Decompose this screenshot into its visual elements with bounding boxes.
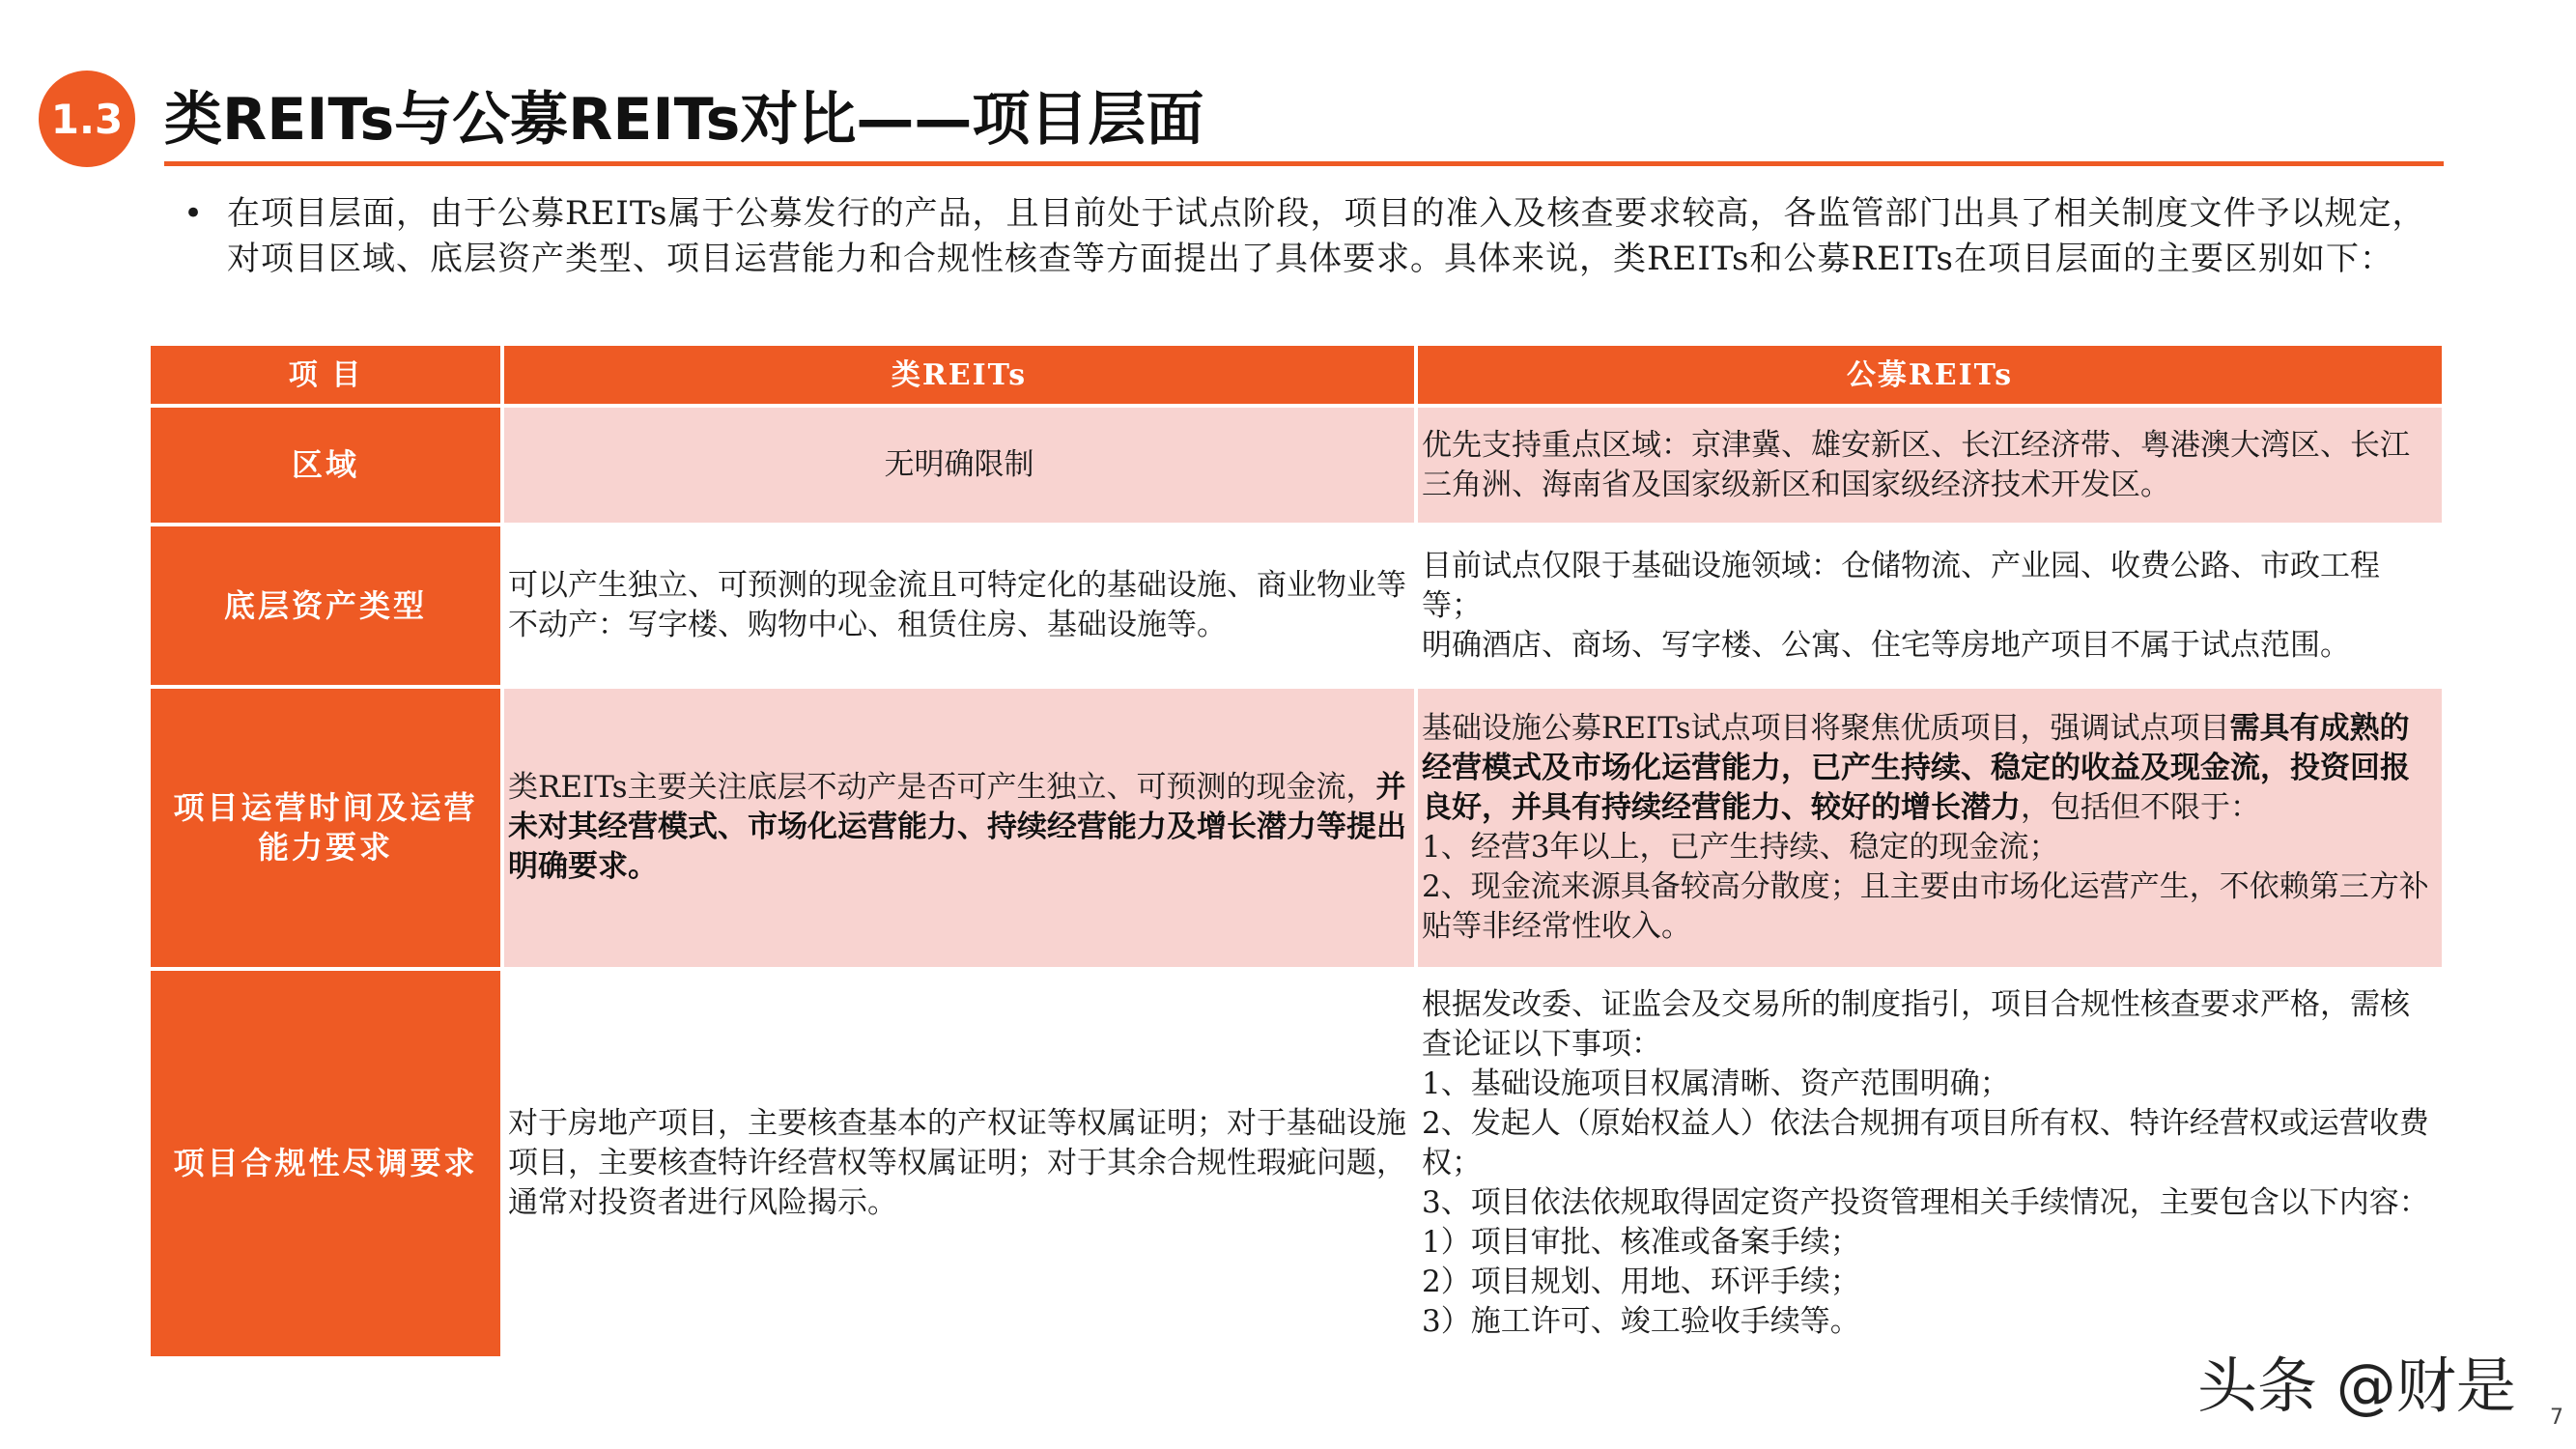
cell-public-operation [1416, 687, 2444, 969]
cell-line: 优先支持重点区域：京津冀、雄安新区、长江经济带、粤港澳大湾区、长江三角洲、海南省及国家级新区和国家级经济技术开发区。 [1422, 427, 2410, 502]
title-underline [164, 161, 2444, 166]
table-row-compliance [149, 969, 2444, 1358]
table-header-row [149, 344, 2444, 406]
cell-line: 2、现金流来源具备较高分散度；且主要由市场化运营产生，不依赖第三方补贴等非经常性收入。 [1422, 868, 2429, 944]
table-row-operation [149, 687, 2444, 969]
row-label-asset-type: 底层资产类型 [149, 525, 502, 686]
cell-line: 目前试点仅限于基础设施领域：仓储物流、产业园、收费公路、市政工程等； [1422, 548, 2380, 623]
comparison-table [147, 342, 2446, 1360]
header-item: 项 目 [149, 344, 502, 406]
table-row-region [149, 406, 2444, 525]
row-label-region: 区域 [149, 406, 502, 525]
cell-line: 1、基础设施项目权属清晰、资产范围明确； [1422, 1065, 2010, 1101]
row-label-compliance: 项目合规性尽调要求 [149, 969, 502, 1358]
cell-line: 3、项目依法依规取得固定资产投资管理相关手续情况，主要包含以下内容： [1422, 1184, 2429, 1220]
cell-line: 2）项目规划、用地、环评手续； [1422, 1264, 1860, 1299]
cell-text-bold: 并未对其经营模式、市场化运营能力、持续经营能力及增长潜力等提出明确要求。 [508, 770, 1406, 885]
intro-text: 在项目层面，由于公募REITs属于公募发行的产品，且目前处于试点阶段，项目的准入及核查要求较高，各监管部门出具了相关制度文件予以规定，对项目区域、底层资产类型、项目运营能力和合规性核查等方面提出了具体要求。具体来说，类REITs和公募REITs在项目层面的主要区别如下： [227, 194, 2426, 278]
page-number: 7 [2550, 1406, 2563, 1430]
cell-class-region: 无明确限制 [502, 406, 1416, 525]
header-class-reits: 类REITs [502, 344, 1416, 406]
cell-public-asset-type [1416, 525, 2444, 686]
page-title: 类REITs与公募REITs对比——项目层面 [164, 86, 1204, 154]
cell-public-region [1416, 406, 2444, 525]
cell-text: 类REITs主要关注底层不动产是否可产生独立、可预测的现金流， [508, 770, 1376, 806]
cell-line: 明确酒店、商场、写字楼、公寓、住宅等房地产项目不属于试点范围。 [1422, 627, 2350, 663]
cell-line: 3）施工许可、竣工验收手续等。 [1422, 1303, 1860, 1339]
cell-text: ，包括但不限于： [2021, 789, 2260, 825]
cell-class-compliance: 对于房地产项目，主要核查基本的产权证等权属证明；对于基础设施项目，主要核查特许经营权等权属证明；对于其余合规性瑕疵问题，通常对投资者进行风险揭示。 [502, 969, 1416, 1358]
cell-class-operation [502, 687, 1416, 969]
table-row-asset-type [149, 525, 2444, 686]
cell-line: 1）项目审批、核准或备案手续； [1422, 1224, 1860, 1260]
cell-line [1422, 709, 2438, 828]
bullet-icon: • [184, 194, 205, 233]
cell-text-bold: 需具有成熟的经营模式及市场化运营能力，已产生持续、稳定的收益及现金流，投资回报良好，并具有持续经营能力、较好的增长潜力 [1422, 710, 2410, 825]
cell-public-compliance [1416, 969, 2444, 1358]
intro-paragraph [184, 191, 2434, 282]
row-label-operation: 项目运营时间及运营能力要求 [149, 687, 502, 969]
cell-class-asset-type: 可以产生独立、可预测的现金流且可特定化的基础设施、商业物业等不动产：写字楼、购物中心、租赁住房、基础设施等。 [502, 525, 1416, 686]
watermark-text: 头条 @财是 [2197, 1350, 2516, 1421]
cell-line: 1、经营3年以上，已产生持续、稳定的现金流； [1422, 829, 2059, 865]
cell-text: 基础设施公募REITs试点项目将聚焦优质项目，强调试点项目 [1422, 710, 2230, 746]
section-badge: 1.3 [39, 71, 135, 167]
header-public-reits: 公募REITs [1416, 344, 2444, 406]
cell-line: 根据发改委、证监会及交易所的制度指引，项目合规性核查要求严格，需核查论证以下事项： [1422, 986, 2410, 1062]
cell-line: 2、发起人（原始权益人）依法合规拥有项目所有权、特许经营权或运营收费权； [1422, 1105, 2429, 1180]
